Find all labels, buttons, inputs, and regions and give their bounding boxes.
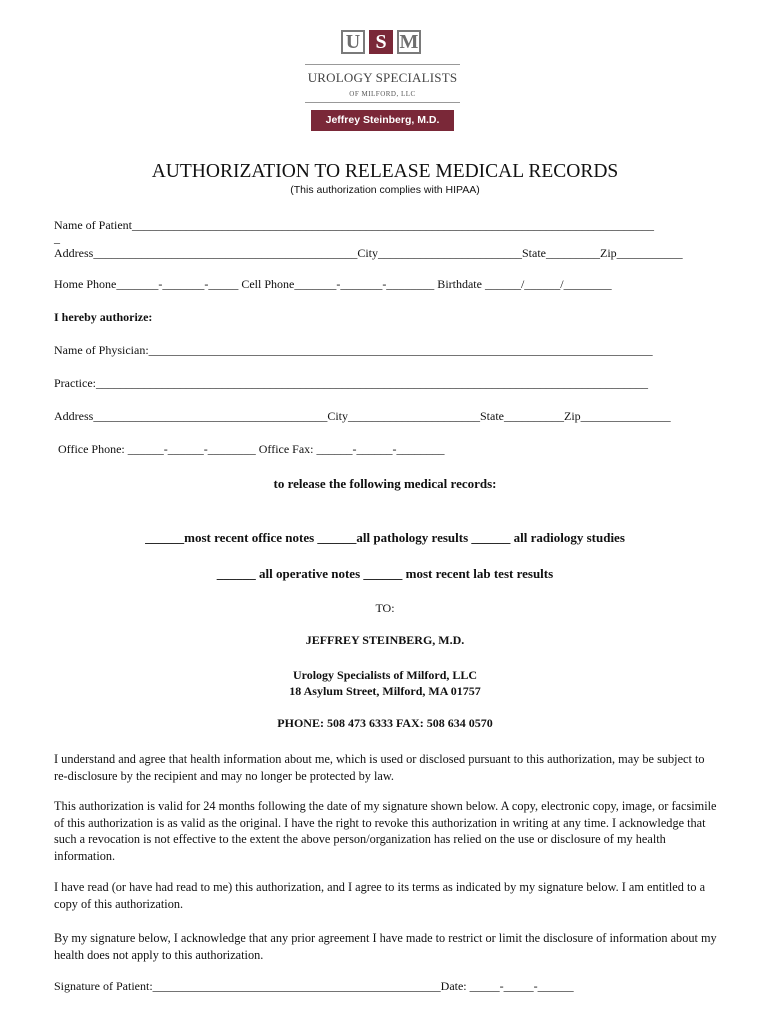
authorize-label: I hereby authorize: [54, 310, 153, 324]
patient-name-field[interactable]: Name of Patient_______________________________________________________________________________________ [54, 218, 654, 232]
physician-name-field[interactable]: Name of Physician:____________________________________________________________________________________ [54, 343, 653, 357]
patient-phone-birthdate-field[interactable]: Home Phone_______-_______-_____ Cell Phone_______-_______-________ Birthdate ______/______/________ [54, 277, 612, 291]
recipient-organization: Urology Specialists of Milford, LLC [292, 668, 478, 682]
usm-monogram [341, 30, 460, 54]
practice-field[interactable]: Practice:____________________________________________________________________________________________ [54, 376, 648, 390]
physician-address-field[interactable]: Address_______________________________________City______________________State__________Zip_______________ [54, 409, 671, 423]
logo-letter-u: U [341, 30, 365, 54]
logo-divider [305, 64, 460, 65]
logo-divider [305, 102, 460, 103]
prior-agreement-paragraph: By my signature below, I acknowledge that any prior agreement I have made to restrict or limit the disclosure of information about my health does not apply to this authorization. [54, 931, 717, 962]
recipient-address: 18 Asylum Street, Milford, MA 01757 [289, 684, 481, 698]
logo-practice-sub: OF MILFORD, LLC [349, 90, 416, 98]
logo-doctor-banner: Jeffrey Steinberg, M.D. [311, 110, 454, 131]
page-subtitle: (This authorization complies with HIPAA) [290, 184, 480, 196]
page-title: AUTHORIZATION TO RELEASE MEDICAL RECORDS [151, 161, 619, 182]
records-options-line-1[interactable]: ______most recent office notes ______all pathology results ______ all radiology studies [145, 530, 625, 545]
to-label: TO: [375, 601, 395, 615]
logo-practice-name: UROLOGY SPECIALISTS [307, 70, 458, 85]
patient-address-field[interactable]: Address____________________________________________City________________________State_________Zip___________ [54, 246, 683, 260]
logo-letter-m: M [397, 30, 421, 54]
disclosure-paragraph: I understand and agree that health information about me, which is used or disclosed pursuant to this authorization, may be subject to re-disclosure by the recipient and may no longer be protected by law. [54, 752, 705, 783]
acknowledgement-paragraph: I have read (or have had read to me) this authorization, and I agree to its terms as indicated by my signature below. I am entitled to a copy of this authorization. [54, 880, 706, 911]
recipient-phone-fax: PHONE: 508 473 6333 FAX: 508 634 0570 [277, 716, 493, 730]
release-heading: to release the following medical records: [273, 476, 497, 491]
patient-name-wrap: _ [54, 231, 60, 245]
practice-logo [305, 30, 460, 132]
validity-paragraph: This authorization is valid for 24 months following the date of my signature shown below. A copy, electronic copy, image, or facsimile of this authorization is as valid as the original. I have the right to revoke this authorization in writing at any time. I acknowledge that such a revocation is not effective to the extent the above person/organization has relied on the use or disclosure of my health information. [54, 799, 717, 863]
records-options-line-2[interactable]: ______ all operative notes ______ most recent lab test results [216, 566, 554, 581]
signature-date-field[interactable]: Signature of Patient:________________________________________________Date: _____-_____-______ [54, 979, 574, 993]
office-phone-fax-field[interactable]: Office Phone: ______-______-________ Office Fax: ______-______-________ [58, 442, 445, 456]
recipient-name: JEFFREY STEINBERG, M.D. [305, 633, 465, 647]
logo-letter-s: S [369, 30, 393, 54]
